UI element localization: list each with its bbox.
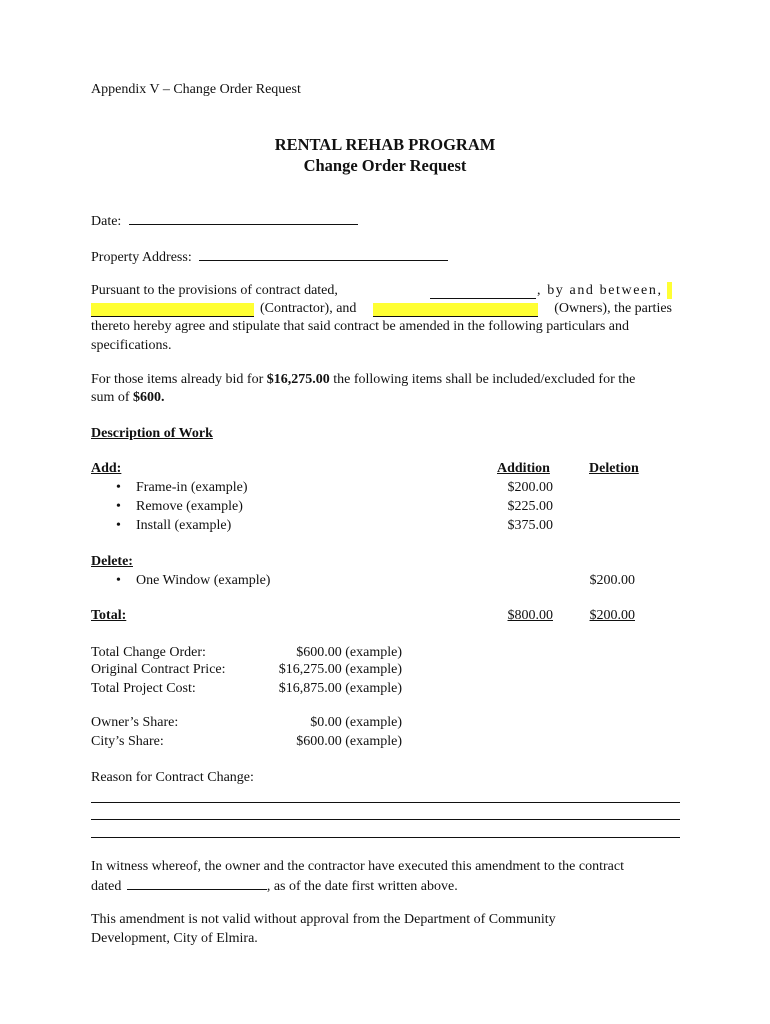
delete-label: Delete: — [91, 554, 133, 569]
add-item-label: Frame-in (example) — [136, 480, 248, 495]
bid-sum: $600. — [133, 390, 165, 405]
witness-date-blank[interactable] — [127, 876, 267, 890]
bid-text-2: the following items shall be included/excluded for the — [333, 372, 636, 387]
address-blank[interactable] — [199, 247, 448, 261]
owners-blank[interactable] — [373, 303, 538, 317]
pursuant-text-2 — [537, 282, 663, 300]
delete-item-amount: $200.00 — [589, 573, 635, 588]
add-item-amount: $225.00 — [507, 499, 553, 514]
pursuant-text-1: Pursuant to the provisions of contract dated, — [91, 283, 338, 298]
reason-line[interactable] — [91, 837, 680, 838]
witness-line-2 — [91, 876, 458, 896]
bullet-icon: • — [116, 573, 121, 588]
summary-value: $16,875.00 (example) — [278, 681, 402, 696]
share-value: $600.00 (example) — [296, 734, 402, 749]
add-item-amount: $200.00 — [507, 480, 553, 495]
summary-value: $16,275.00 (example) — [278, 662, 402, 677]
add-label: Add: — [91, 461, 122, 476]
date-label: Date: — [91, 214, 122, 229]
description-heading: Description of Work — [91, 426, 213, 441]
witness-text-2: , as of the date first written above. — [266, 879, 458, 894]
pursuant-text-4: (Owners), the parties — [554, 301, 672, 316]
pursuant-text-3: (Contractor), and — [260, 301, 357, 316]
witness-line-1: In witness whereof, the owner and the contractor have executed this amendment to the contract — [91, 859, 624, 874]
bullet-icon: • — [116, 499, 121, 514]
witness-dated-label: dated — [91, 879, 122, 894]
reason-line[interactable] — [91, 819, 680, 820]
appendix-heading: Appendix V – Change Order Request — [91, 82, 301, 97]
bid-text-3: sum of — [91, 390, 130, 405]
program-title: RENTAL REHAB PROGRAM — [274, 135, 496, 154]
address-label: Property Address: — [91, 250, 192, 265]
total-deletion: $200.00 — [589, 608, 635, 623]
bullet-icon: • — [116, 480, 121, 495]
share-label: City’s Share: — [91, 734, 164, 749]
total-addition: $800.00 — [507, 608, 553, 623]
share-value: $0.00 (example) — [310, 715, 402, 730]
date-blank[interactable] — [129, 211, 358, 225]
bid-amount: $16,275.00 — [266, 372, 330, 387]
reason-line[interactable] — [91, 802, 680, 803]
date-row — [91, 211, 358, 231]
bid-text-1: For those items already bid for — [91, 372, 264, 387]
pursuant-line-3: thereto hereby agree and stipulate that said contract be amended in the following particulars and — [91, 319, 630, 334]
highlight-mark — [667, 282, 672, 299]
pursuant-line-4: specifications. — [91, 338, 172, 353]
summary-label: Original Contract Price: — [91, 662, 226, 677]
contract-date-blank[interactable] — [430, 285, 536, 299]
validity-line-1: This amendment is not valid without approval from the Department of Community — [91, 912, 556, 927]
add-item-label: Install (example) — [136, 518, 232, 533]
summary-label: Total Change Order: — [91, 645, 206, 660]
add-item-amount: $375.00 — [507, 518, 553, 533]
delete-item-label: One Window (example) — [136, 573, 271, 588]
bid-line-1 — [91, 371, 635, 389]
total-label: Total: — [91, 608, 127, 623]
contractor-blank[interactable] — [91, 303, 254, 317]
summary-label: Total Project Cost: — [91, 681, 196, 696]
share-label: Owner’s Share: — [91, 715, 179, 730]
validity-line-2: Development, City of Elmira. — [91, 931, 258, 946]
bid-line-2 — [91, 389, 165, 407]
deletion-header: Deletion — [589, 461, 639, 476]
addition-header: Addition — [497, 461, 550, 476]
pursuant-between-text: , by and between, — [537, 283, 663, 298]
add-item-label: Remove (example) — [136, 499, 243, 514]
address-row — [91, 247, 448, 267]
bullet-icon: • — [116, 518, 121, 533]
document-title: Change Order Request — [303, 156, 467, 175]
summary-value: $600.00 (example) — [296, 645, 402, 660]
reason-label: Reason for Contract Change: — [91, 770, 254, 785]
